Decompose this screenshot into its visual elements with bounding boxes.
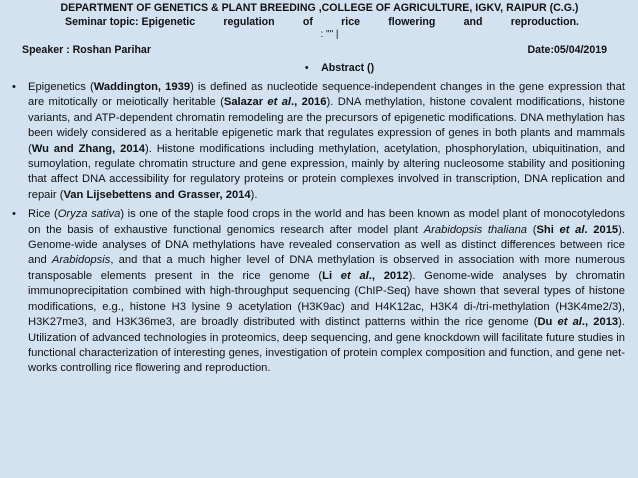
species-name: Arabidopsis	[51, 254, 111, 267]
topic-word: reproduction.	[510, 16, 579, 28]
abstract-title: Abstract ()	[321, 62, 375, 74]
text-run: ). Utilization of advanced technologies in proteomics, deep sequencing, and gene knockdown will facilitate future studies in functional characterization of interesting genes, investigation of protein complex composition and function, and gene net- works controlling rice flowering and reproduction.	[28, 316, 625, 375]
citation-author: Li	[322, 269, 341, 282]
placeholder-line: : "" |	[320, 29, 339, 40]
department-heading: DEPARTMENT OF GENETICS & PLANT BREEDING ,COLLEGE OF AGRICULTURE, IGKV, RAIPUR (C.G.)	[60, 2, 579, 14]
topic-word: Seminar topic: Epigenetic	[65, 16, 196, 28]
paragraph-rice	[10, 207, 629, 376]
text-run: ) is defined as nucleotide sequence-independent changes in the gene expression that are mitotically or meiotically heritable (	[28, 81, 625, 109]
bullet-icon: •	[12, 81, 16, 93]
speaker-date-row	[10, 43, 629, 57]
citation	[224, 96, 327, 108]
species-name: Arabidopsis thaliana	[423, 223, 528, 236]
citation-etal: et al	[340, 269, 369, 282]
topic-word: rice	[341, 16, 360, 28]
text-run: ). Genome-wide analyses of DNA methylations have revealed conservation as well as distinct differences between rice and	[28, 223, 625, 267]
citation-year: ., 2013	[581, 316, 619, 329]
text-run: , and that a much higher level of DNA methylation is observed in association with more numerous transposable elements present in the rice genome (	[28, 254, 625, 282]
text-run: ) is one of the staple food crops in the world and has been known as model plant of monocotyledons on the basis of exhaustive functional genomics research after model plant	[28, 208, 625, 236]
text-run: Rice (	[28, 208, 58, 221]
paragraph-epigenetics	[10, 80, 629, 203]
seminar-topic	[10, 15, 629, 29]
citation	[322, 270, 408, 282]
citation: Van Lijsebettens and Grasser, 2014	[63, 188, 251, 201]
text-run: ).	[250, 188, 258, 201]
text-run: ). DNA methylation, histone covalent modifications, histone variants, and ATP-dependent chromatin remodeling are the precursors of epigenetic modifications. DNA methylation has been widely considered as a heritable epigenetic mark that regulates expression of genes in both plants and mammals (	[28, 96, 626, 155]
topic-word: and	[463, 16, 483, 28]
speaker-name: Speaker : Roshan Parihar	[22, 44, 151, 56]
citation	[537, 316, 618, 328]
paragraph-text	[28, 207, 629, 376]
citation	[536, 224, 618, 236]
topic-word: of	[302, 16, 313, 28]
citation-author: Du	[537, 316, 558, 329]
citation-etal: et al	[267, 96, 292, 109]
text-run: ). Genome-wide analyses by chromatin immunoprecipitation combined with high-throughput sequencing (ChIP-Seq) have shown that several types of histone modifications, e.g., histone H3 lysine 9 acetylation (H3K9ac) and H4K12ac, H3K4 di-/tri-methylation (H3K4me2/3), H3K27me3, and H3K36me3, are broadly distributed with distinct patterns within the rice genome (	[28, 269, 625, 329]
text-run: (	[527, 223, 537, 236]
citation-author: Salazar	[223, 96, 268, 109]
seminar-date: Date:05/04/2019	[527, 44, 607, 56]
topic-word: flowering	[388, 16, 436, 28]
citation-year: ., 2012	[368, 269, 409, 282]
topic-word: regulation	[223, 16, 275, 28]
citation-etal: et al	[557, 316, 582, 329]
text-run: ). Histone modifications including methylation, acetylation, phosphorylation, ubiquitination, and sumoylation, regulate chromatin structure and gene expression, mainly by altering nucleosome stability and positioning that affect DNA accessibility for regulatory proteins or protein complexes involved in transcription, DNA replication and repair (	[28, 142, 625, 201]
citation: Wu and Zhang, 2014	[31, 142, 146, 155]
species-name: Oryza sativa	[57, 208, 121, 221]
abstract-heading	[10, 61, 629, 75]
bullet-icon: •	[304, 62, 309, 74]
paragraph-text	[28, 80, 629, 203]
text-run: Epigenetics (	[28, 81, 94, 93]
citation-year: . 2015	[584, 223, 619, 236]
citation-year: ., 2016	[291, 96, 327, 109]
citation-author: Shi	[536, 223, 560, 236]
citation: Waddington, 1939	[93, 81, 191, 93]
citation-etal: et al	[559, 223, 585, 236]
bullet-icon: •	[12, 208, 16, 221]
